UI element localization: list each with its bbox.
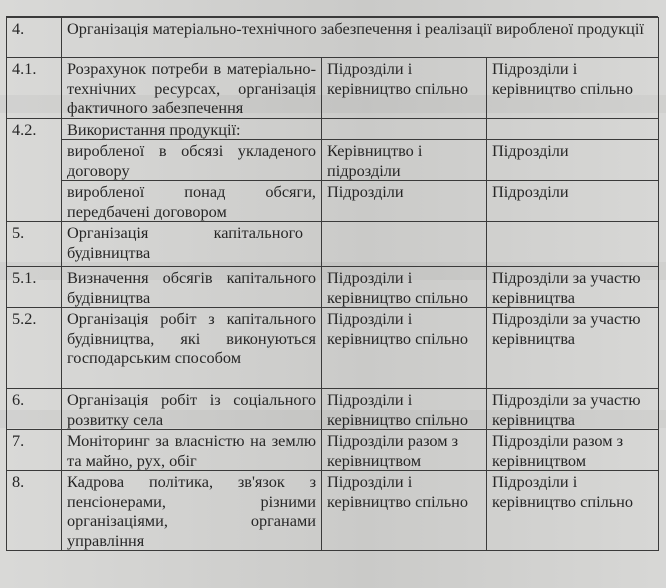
table-row xyxy=(7,267,659,308)
row-number: 5.2. xyxy=(7,308,62,389)
table-row xyxy=(7,222,659,267)
task-description: Організація робіт з капітального будівництва, які виконуються господарським способом xyxy=(62,308,322,389)
row-number: 5. xyxy=(7,222,62,267)
task-description: Організація капітального будівництва xyxy=(62,222,322,267)
row-number: 7. xyxy=(7,430,62,471)
row-number: 4. xyxy=(7,18,62,58)
row-number: 8. xyxy=(7,471,62,551)
task-description: Використання продукції: xyxy=(62,118,322,140)
row-number: 5.1. xyxy=(7,267,62,308)
task-description: Організація робіт із соціального розвитку села xyxy=(62,389,322,430)
responsibility-table xyxy=(6,17,659,551)
responsibility-a: Підрозділи і керівництво спільно xyxy=(322,58,487,119)
responsibility-a: Підрозділи разом з керівництвом xyxy=(322,430,487,471)
task-description: Розрахунок потреби в матеріально-технічних ресурсах, організація фактичного забезпечення xyxy=(62,58,322,119)
table-row xyxy=(7,430,659,471)
responsibility-b: Підрозділи за участю керівництва xyxy=(487,267,659,308)
responsibility-a: Підрозділи і керівництво спільно xyxy=(322,471,487,551)
task-description: Кадрова політика, зв'язок з пенсіонерами, різними організаціями, органами управління xyxy=(62,471,322,551)
responsibility-a xyxy=(322,118,487,140)
task-description: Моніторинг за власністю на землю та майно, рух, обіг xyxy=(62,430,322,471)
responsibility-b: Підрозділи xyxy=(487,181,659,222)
table-row xyxy=(7,308,659,389)
responsibility-a xyxy=(322,222,487,267)
table-row xyxy=(7,389,659,430)
responsibility-b: Підрозділи і керівництво спільно xyxy=(487,58,659,119)
table-row xyxy=(7,140,659,181)
responsibility-a: Керівництво і підрозділи xyxy=(322,140,487,181)
responsibility-b xyxy=(487,118,659,140)
responsibility-a: Підрозділи і керівництво спільно xyxy=(322,389,487,430)
responsibility-b: Підрозділи xyxy=(487,140,659,181)
task-description: виробленої в обсязі укладеного договору xyxy=(62,140,322,181)
task-description: виробленої понад обсяги, передбачені договором xyxy=(62,181,322,222)
row-number: 4.1. xyxy=(7,58,62,119)
task-description: Визначення обсягів капітального будівництва xyxy=(62,267,322,308)
responsibility-b: Підрозділи за участю керівництва xyxy=(487,308,659,389)
responsibility-b: Підрозділи і керівництво спільно xyxy=(487,471,659,551)
responsibility-b: Підрозділи разом з керівництвом xyxy=(487,430,659,471)
responsibility-a: Підрозділи і керівництво спільно xyxy=(322,308,487,389)
table-row xyxy=(7,18,659,58)
task-description: Організація матеріально-технічного забезпечення і реалізації виробленої продукції xyxy=(62,18,659,58)
table-row xyxy=(7,471,659,551)
responsibility-a: Підрозділи і керівництво спільно xyxy=(322,267,487,308)
table-top-edge xyxy=(6,0,658,17)
table-row xyxy=(7,58,659,119)
row-number: 6. xyxy=(7,389,62,430)
table-row xyxy=(7,181,659,222)
responsibility-b: Підрозділи за участю керівництва xyxy=(487,389,659,430)
responsibility-a: Підрозділи xyxy=(322,181,487,222)
responsibility-b xyxy=(487,222,659,267)
row-number: 4.2. xyxy=(7,118,62,222)
table-row xyxy=(7,118,659,140)
